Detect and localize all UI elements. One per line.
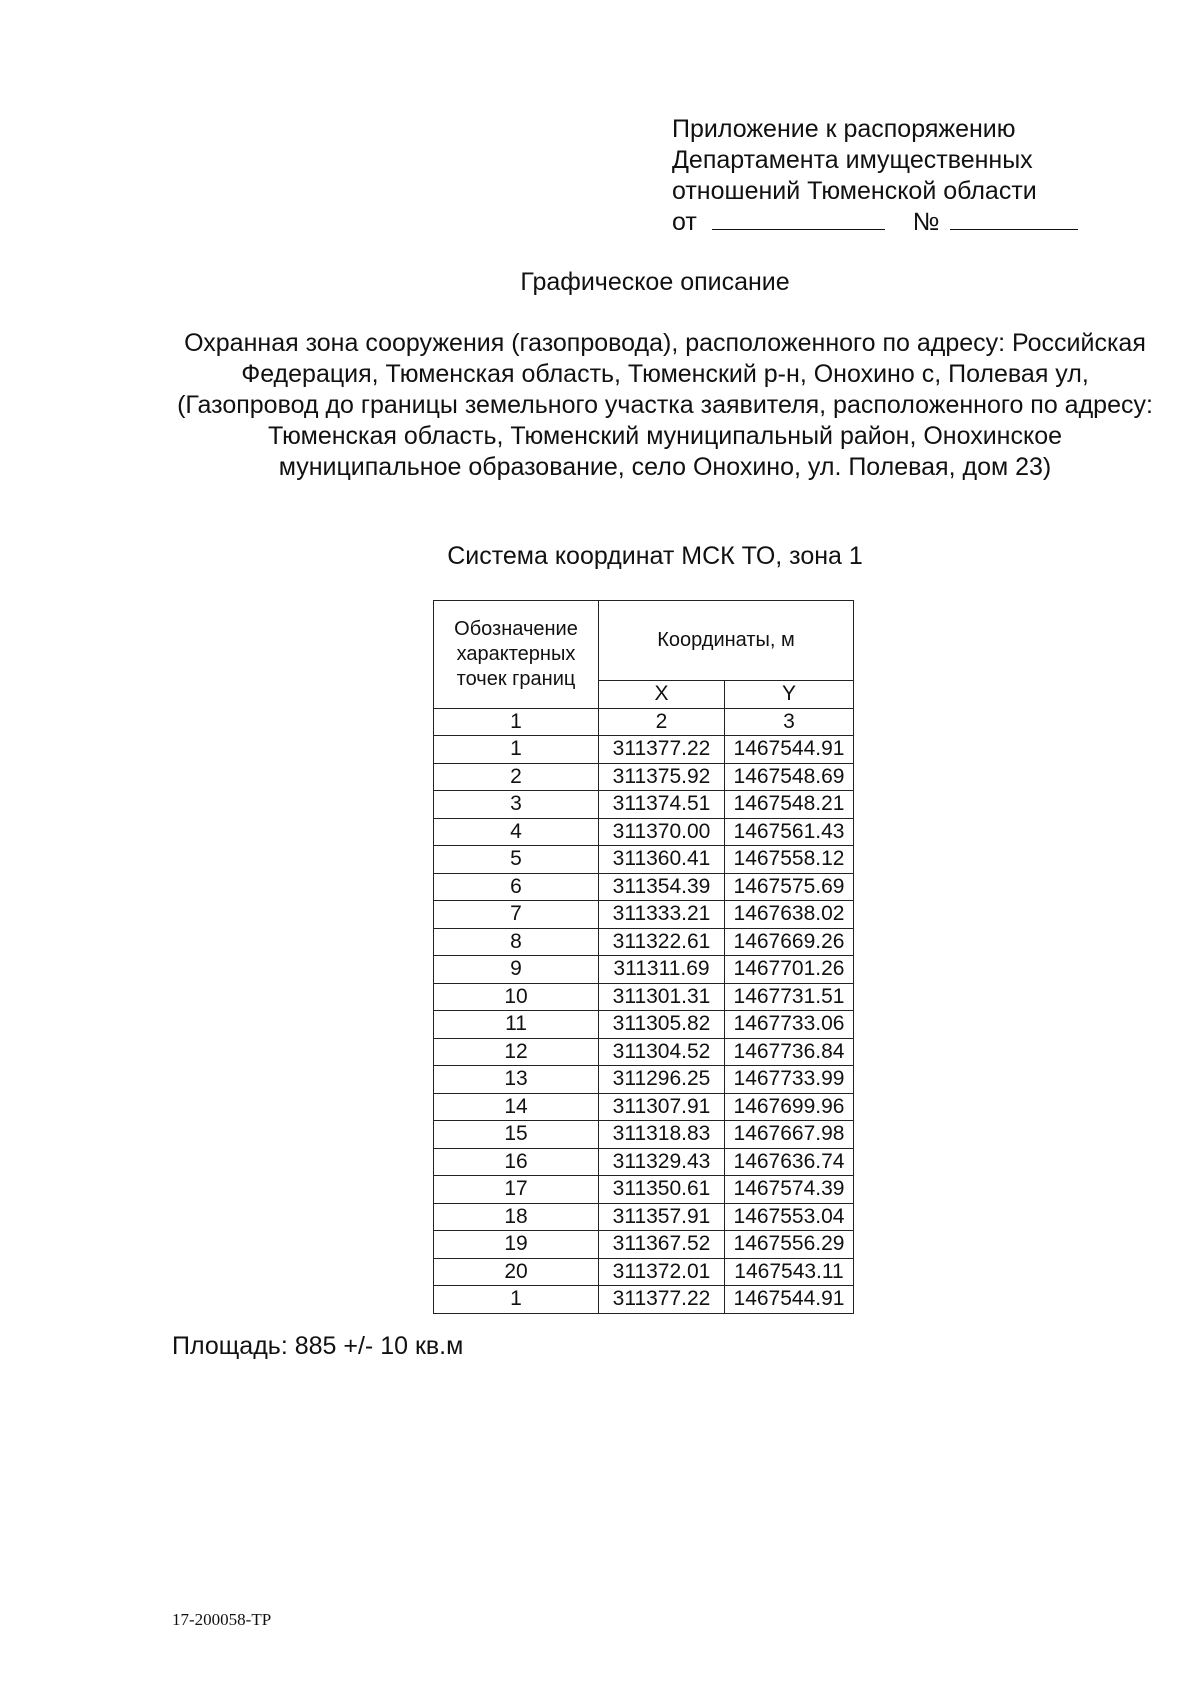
cell-x: 311305.82 — [599, 1011, 725, 1039]
footer-code: 17-200058-ТР — [172, 1610, 272, 1629]
coordinate-system: Система координат МСК ТО, зона 1 — [447, 542, 863, 570]
cell-y: 1467575.69 — [725, 873, 854, 901]
cell-point: 11 — [434, 1011, 599, 1039]
table-row — [434, 1011, 854, 1039]
from-label: от — [672, 208, 697, 236]
cell-point: 16 — [434, 1148, 599, 1176]
document-title: Графическое описание — [520, 268, 790, 296]
cell-point: 4 — [434, 818, 599, 846]
cell-x: 311318.83 — [599, 1121, 725, 1149]
cell-y: 1467544.91 — [725, 1286, 854, 1314]
cell-point: 12 — [434, 1038, 599, 1066]
appendix-line-3: отношений Тюменской области — [672, 177, 1037, 205]
table-row — [434, 1231, 854, 1259]
cell-point: 3 — [434, 791, 599, 819]
cell-y: 1467701.26 — [725, 956, 854, 984]
number-blank — [950, 207, 1078, 230]
table-row — [434, 928, 854, 956]
cell-y: 1467733.99 — [725, 1066, 854, 1094]
table-row — [434, 983, 854, 1011]
cell-x: 311301.31 — [599, 983, 725, 1011]
cell-x: 311296.25 — [599, 1066, 725, 1094]
table-row — [434, 873, 854, 901]
cell-point: 20 — [434, 1258, 599, 1286]
cell-point: 5 — [434, 846, 599, 874]
cell-y: 1467574.39 — [725, 1176, 854, 1204]
table-row — [434, 901, 854, 929]
cell-y: 1467733.06 — [725, 1011, 854, 1039]
cell-x: 311304.52 — [599, 1038, 725, 1066]
table-row — [434, 1093, 854, 1121]
cell-y: 1467638.02 — [725, 901, 854, 929]
table-header-row — [434, 601, 854, 681]
cell-point: 18 — [434, 1203, 599, 1231]
cell-x: 311322.61 — [599, 928, 725, 956]
cell-y: 1467543.11 — [725, 1258, 854, 1286]
table-row — [434, 1286, 854, 1314]
cell-point: 1 — [434, 1286, 599, 1314]
cell-point: 7 — [434, 901, 599, 929]
table-row — [434, 1121, 854, 1149]
table-row — [434, 1203, 854, 1231]
cell-point: 19 — [434, 1231, 599, 1259]
cell-point: 9 — [434, 956, 599, 984]
cell-y: 1467636.74 — [725, 1148, 854, 1176]
cell-y: 1467561.43 — [725, 818, 854, 846]
column-number: 2 — [599, 708, 725, 736]
table-row — [434, 1258, 854, 1286]
cell-x: 311354.39 — [599, 873, 725, 901]
cell-x: 311375.92 — [599, 763, 725, 791]
table-row — [434, 1038, 854, 1066]
area-value: Площадь: 885 +/- 10 кв.м — [172, 1332, 464, 1360]
cell-point: 10 — [434, 983, 599, 1011]
cell-y: 1467544.91 — [725, 736, 854, 764]
cell-point: 15 — [434, 1121, 599, 1149]
cell-y: 1467667.98 — [725, 1121, 854, 1149]
table-row — [434, 846, 854, 874]
cell-x: 311370.00 — [599, 818, 725, 846]
cell-x: 311367.52 — [599, 1231, 725, 1259]
cell-x: 311377.22 — [599, 736, 725, 764]
cell-point: 6 — [434, 873, 599, 901]
cell-y: 1467558.12 — [725, 846, 854, 874]
table-row — [434, 1176, 854, 1204]
cell-x: 311350.61 — [599, 1176, 725, 1204]
cell-y: 1467553.04 — [725, 1203, 854, 1231]
table-row — [434, 1066, 854, 1094]
cell-x: 311357.91 — [599, 1203, 725, 1231]
number-label: № — [912, 208, 940, 236]
cell-x: 311333.21 — [599, 901, 725, 929]
cell-y: 1467731.51 — [725, 983, 854, 1011]
cell-x: 311372.01 — [599, 1258, 725, 1286]
table-row — [434, 791, 854, 819]
point-header: Обозначение характерных точек границ — [434, 601, 599, 709]
coords-header: Координаты, м — [599, 601, 854, 681]
date-blank — [712, 207, 885, 230]
table-row — [434, 736, 854, 764]
appendix-header — [672, 114, 1078, 238]
cell-x: 311377.22 — [599, 1286, 725, 1314]
cell-point: 2 — [434, 763, 599, 791]
column-number-row — [434, 708, 854, 736]
appendix-line-2: Департамента имущественных — [672, 146, 1033, 174]
appendix-line-1: Приложение к распоряжению — [672, 115, 1016, 143]
appendix-date-number-line — [672, 207, 1078, 238]
cell-x: 311307.91 — [599, 1093, 725, 1121]
cell-x: 311311.69 — [599, 956, 725, 984]
cell-point: 17 — [434, 1176, 599, 1204]
coordinates-table — [433, 600, 854, 1314]
column-number: 3 — [725, 708, 854, 736]
table-row — [434, 763, 854, 791]
table-row — [434, 956, 854, 984]
cell-y: 1467548.21 — [725, 791, 854, 819]
table-row — [434, 1148, 854, 1176]
column-number: 1 — [434, 708, 599, 736]
cell-y: 1467548.69 — [725, 763, 854, 791]
cell-y: 1467736.84 — [725, 1038, 854, 1066]
cell-y: 1467669.26 — [725, 928, 854, 956]
cell-point: 13 — [434, 1066, 599, 1094]
cell-point: 14 — [434, 1093, 599, 1121]
cell-point: 8 — [434, 928, 599, 956]
cell-y: 1467556.29 — [725, 1231, 854, 1259]
cell-x: 311360.41 — [599, 846, 725, 874]
y-header: Y — [725, 681, 854, 709]
cell-x: 311374.51 — [599, 791, 725, 819]
cell-y: 1467699.96 — [725, 1093, 854, 1121]
table-row — [434, 818, 854, 846]
cell-x: 311329.43 — [599, 1148, 725, 1176]
cell-point: 1 — [434, 736, 599, 764]
x-header: X — [599, 681, 725, 709]
zone-description: Охранная зона сооружения (газопровода), расположенного по адресу: Российская Федерация, Тюменская область, Тюменский р-н, Онохино с, Полевая ул, (Газопровод до границы земельного участка заявителя, расположенного по адресу: Тюменская область, Тюменский муниципальный район, Онохинское муниципальное образование, село Онохино, ул. Полевая, дом 23) — [177, 329, 1153, 481]
